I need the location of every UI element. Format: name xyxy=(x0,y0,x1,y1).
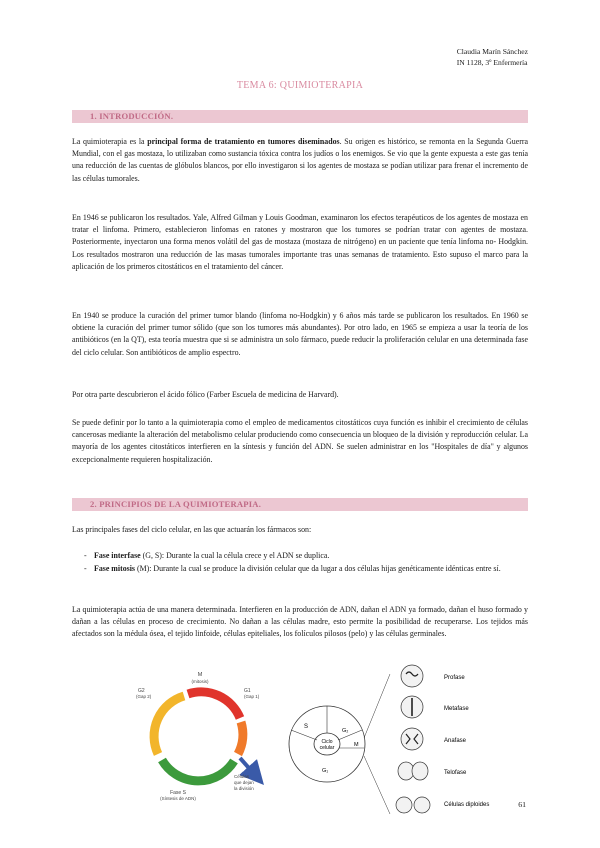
section-heading-introduccion xyxy=(72,110,528,123)
cycle-arc-m xyxy=(188,692,240,718)
phase-label: Células diploides xyxy=(444,802,490,808)
bold-text: Fase mitosis xyxy=(94,564,135,573)
section-heading-label: 1. INTRODUCCIÓN. xyxy=(90,111,174,121)
cycle-arc-s xyxy=(162,760,234,781)
phase-cell-profase xyxy=(401,665,465,687)
paragraph-definicion: Se puede definir por lo tanto a la quimioterapia como el empleo de medicamentos citostáticos cuya función es inhibir el crecimiento de células cancerosas mediante la alteración del metabolismo celular produciendo como consecuencia un bloqueo de la división y reproducción celular. La mayoría de los agentes citostáticos interfieren en la síntesis y función del ADN. Se suelen administrar en los "Hospitales de día" y algunos excepcionalmente requieren hospitalización. xyxy=(72,418,528,464)
bold-text: Fase interfase xyxy=(94,551,141,560)
list-bullet: - xyxy=(84,551,87,560)
course-label: IN 1128, 3º Enfermería xyxy=(456,58,528,67)
label-g1: G1 xyxy=(244,688,251,694)
label-g2: G₂ xyxy=(342,728,349,734)
paragraph-accion: La quimioterapia actúa de una manera determinada. Interfieren en la producción de ADN, dañan el ADN ya formado, dañan el huso formado y dañan a las células en proceso de crecimiento. No dañan a las células madre, esto permite la posibilidad de recuperarse. Los tejidos más afectados son la médula ósea, el tejido linfoide, células epiteliales, los folículos pilosos (pelo) y las células germinales. xyxy=(72,605,528,639)
mitosis-phases-figure xyxy=(282,664,512,824)
page-number: 61 xyxy=(518,800,526,809)
paragraph-fases-intro: Las principales fases del ciclo celular, en las que actuarán los fármacos son: xyxy=(72,525,312,534)
label-s: S xyxy=(304,724,309,730)
label-exit-2: que dejan xyxy=(234,780,254,785)
text-run: . Su origen es histórico, se remonta en la Segunda Guerra Mundial, con el gas mostaza, lo utilizaban como sustancia tóxica contra los judíos o los enemigos. Se vio que la gente expuesta a este gas tenía una reducción de las cuentas de glóbulos blancos, por ello investigaron si los agentes de mostaza se podían utilizar para frenar el incremento de las células tumorales. xyxy=(72,137,528,183)
phase-cell-anafase xyxy=(401,728,467,750)
list-bullet: - xyxy=(84,564,87,573)
author-name: Claudia Marín Sánchez xyxy=(456,47,528,56)
paragraph-1946: En 1946 se publicaron los resultados. Yale, Alfred Gilman y Louis Goodman, examinaron los efectos terapéuticos de los agentes de mostaza en tratar el linfoma. Primero, establecieron linfomas en ratones y mostraron que los tumores se podrían tratar con agentes de mostaza. Posteriormente, inyectaron una forma menos volátil del gas de mostaza (mostaza de nitrógeno) en un paciente que tenía linfoma no- Hodgkin. Los resultados mostraron una reducción de las masas tumorales importante tras unas semanas de tratamiento. Esto supuso el marco para la aplicación de los primeros citostáticos en el tratamiento del cáncer. xyxy=(72,213,528,271)
cell-cycle-figure xyxy=(130,666,280,806)
label-m: M xyxy=(354,742,359,748)
label-g1-sub: (Gap 1) xyxy=(244,694,260,699)
phase-cell-telofase xyxy=(398,762,467,780)
paragraph-1940: En 1940 se produce la curación del primer tumor blando (linfoma no-Hodgkin) y 6 años más tarde se publicaron los resultados. En 1960 se obtiene la curación del primer tumor sólido (que son los tumores más abundantes). Por otro lado, en 1965 se empieza a usar la teoría de los antibióticos (en la QT), esta teoría muestra que si se administra un solo fármaco, puede reducir la proliferación celular en una determinada fase del ciclo celular. Son antibióticos de amplio espectro. xyxy=(72,311,528,357)
list-item-mitosis xyxy=(84,563,528,575)
list-item-interfase xyxy=(84,550,528,562)
label-g1: G₁ xyxy=(322,768,329,774)
bold-text: principal forma de tratamiento en tumores diseminados xyxy=(147,137,340,146)
label-m-sub: (mitosis) xyxy=(191,679,209,684)
label-g2: G2 xyxy=(138,688,145,694)
section-heading-principios xyxy=(72,498,528,511)
paragraph-acido-folico: Por otra parte descubrieron el ácido fólico (Farber Escuela de medicina de Harvard). xyxy=(72,390,339,399)
center-label-2: celular xyxy=(319,745,335,751)
page-title: TEMA 6: QUIMIOTERAPIA xyxy=(236,80,364,91)
phase-label: Metafase xyxy=(444,706,469,712)
phase-cell-metafase xyxy=(401,696,469,718)
page-header xyxy=(457,46,528,68)
text-run: La quimioterapia es la xyxy=(72,137,148,146)
center-label-1: Ciclo xyxy=(321,739,333,745)
label-exit-3: la división xyxy=(234,786,254,791)
cycle-arc-g1 xyxy=(238,722,243,754)
phase-label: Telofase xyxy=(444,770,467,776)
label-s: Fase S xyxy=(170,790,186,796)
paragraph-intro xyxy=(72,136,528,185)
phase-label: Anafase xyxy=(444,738,467,744)
phase-label: Profase xyxy=(444,675,465,681)
label-m: M xyxy=(197,672,203,678)
cycle-arc-g2 xyxy=(154,696,184,754)
label-g2-sub: (Gap 2) xyxy=(136,694,152,699)
label-s-sub: (Síntesis de ADN) xyxy=(160,796,196,801)
section-heading-label: 2. PRINCIPIOS DE LA QUIMIOTERAPIA. xyxy=(90,499,262,509)
label-exit-1: Células xyxy=(234,774,250,779)
phase-cell-diploides xyxy=(396,797,489,813)
text-run: (M): Durante la cual se produce la división celular que da lugar a dos células hijas genéticamente idénticas entre sí. xyxy=(134,564,501,573)
text-run: (G, S): Durante la cual la célula crece y el ADN se duplica. xyxy=(140,551,330,560)
